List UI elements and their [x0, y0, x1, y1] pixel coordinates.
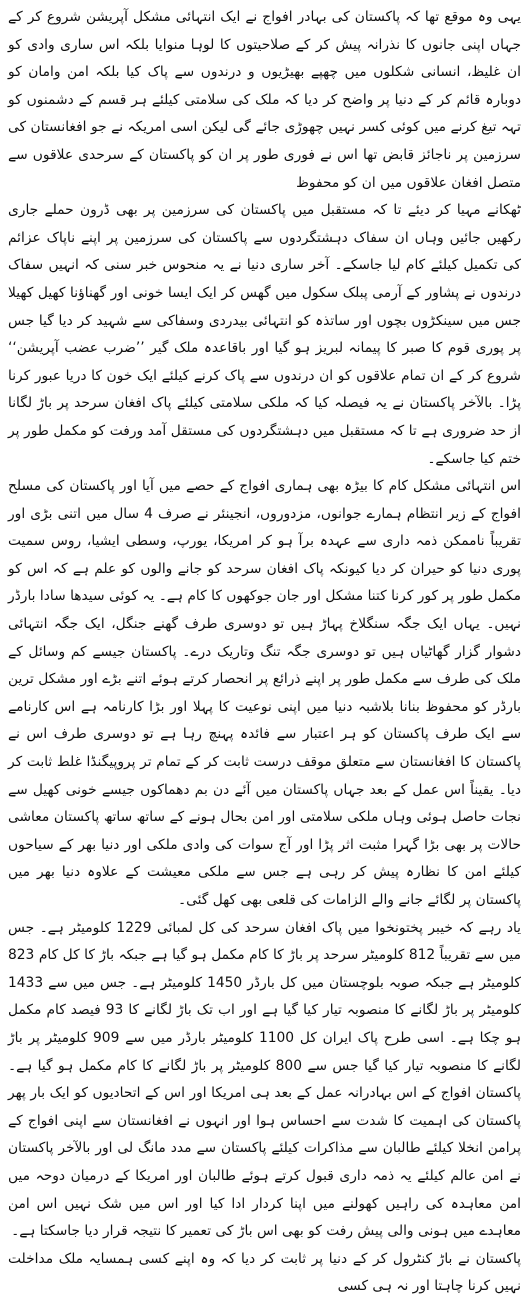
paragraph-1: یہی وہ موقع تھا کہ پاکستان کی بہادر افواج نے ایک انتہائی مشکل آپریشن شروع کر کے جہاں اپنی جانوں کا نذرانہ پیش کر کے صلاحیتوں کا لوہا منوایا بلکہ اس ساری وادی کو ان غلیظ، انسانی شکلوں میں چھپے بھیڑیوں و درندوں سے پاک کیا بلکہ امن وامان کو دوبارہ قائم کر کے دنیا پر واضح کر دیا کہ ملک کی سلامتی کیلئے ہر قسم کے دشمنوں کو تہہ تیغ کرنے میں کوئی کسر نہیں چھوڑی جائے گی لیکن اسی امریکہ نے جو افغانستان کی سرزمین پر ناجائز قابض تھا اس نے فوری طور پر ان کو پاکستان کے سرحدی علاقوں سے متصل افغان علاقوں میں ان کو محفوظ: [8, 9, 521, 191]
paragraph-2: ٹھکانے مہیا کر دیئے تا کہ مستقبل میں پاکستان کی سرزمین پر بھی ڈرون حملے جاری رکھیں جائیں وہاں ان سفاک دہشتگردوں سے پاکستان کی سرزمین پر اپنے ناپاک عزائم کی تکمیل کیلئے کام لیا جاسکے۔ آخر ساری دنیا نے یہ منحوس خبر سنی کہ انہیں سفاک درندوں نے پشاور کے آرمی پبلک سکول میں گھس کر ایک ایسا خونی اور گھناؤنا کھیل کھیلا جس میں سینکڑوں بچوں اور ساتذہ کو انتہائی بیدردی وسفاکی سے شہید کر دیا گیا جس پر پوری قوم کا صبر کا پیمانہ لبریز ہو گیا اور باقاعدہ ملک گیر ’’ضرب عضب آپریشن‘‘ شروع کر کے ان تمام علاقوں کو ان درندوں سے پاک کرنے کیلئے ایک خون کا دریا عبور کرنا پڑا۔ بالآخر پاکستان نے یہ فیصلہ کیا کہ ملکی سلامتی کیلئے پاک افغان سرحد پر باڑ لگانا از حد ضروری ہے تا کہ مستقبل میں دہشتگردوں کی مستقل آمد ورفت کو مکمل طور پر ختم کیا جاسکے۔: [8, 202, 521, 467]
paragraph-4: یاد رہے کہ خیبر پختونخوا میں پاک افغان سرحد کی کل لمبائی 1229 کلومیٹر ہے۔ جس میں سے تقریباً 812 کلومیٹر سرحد پر باڑ کا کام مکمل ہو گیا ہے جبکہ باڑ کا کل کام 823 کلومیٹر ہے جبکہ صوبہ بلوچستان میں کل بارڈر 1450 کلومیٹر ہے۔ جس میں سے 1433 کلومیٹر پر باڑ لگانے کا منصوبہ تیار کیا گیا ہے اور اب تک باڑ لگانے کا 93 فیصد کام مکمل ہو چکا ہے۔ اسی طرح پاک ایران کل 1100 کلومیٹر بارڈر میں سے 909 کلومیٹر پر باڑ لگانے کا منصوبہ تیار کیا گیا جس سے 800 کلومیٹر پر باڑ لگانے کا کام مکمل ہو گیا ہے۔ پاکستان افواج کے اس بہادرانہ عمل کے بعد ہی امریکا اور اس کے اتحادیوں کو ایک بار پھر پاکستان کی اہمیت کا شدت سے احساس ہوا اور انہوں نے افغانستان سے اپنی افواج کے پرامن انخلا کیلئے طالبان سے مذاکرات کیلئے پاکستان سے مدد مانگ لی اور بالآخر پاکستان نے امن عالم کیلئے یہ ذمہ داری قبول کرتے ہوئے طالبان اور امریکا کے درمیان دوحہ میں امن معاہدہ کی راہیں کھولنے میں اپنا کردار ادا کیا اور اس میں شک نہیں اس امن معاہدے میں ہونی والی پیش رفت کو بھی اس باڑ کی تعمیر کا نتیجہ قرار دیا جاسکتا ہے۔: [8, 919, 522, 1240]
paragraph-3: اس انتہائی مشکل کام کا بیڑہ بھی ہماری افواج کے حصے میں آیا اور پاکستان کی مسلح افواج کے زیر انتظام ہمارے جوانوں، مزدوروں، انجینئر نے صرف 4 سال میں اتنی بڑی اور تقریباً ناممکن ذمہ داری سے عہدہ برآ ہو کر امریکا، یورپ، وسطی ایشیا، روس سمیت پوری دنیا کو حیران کر دیا کیونکہ پاک افغان سرحد کو جانے والوں کو علم ہے کہ اس کو مکمل طور پر کور کرنا کتنا مشکل اور جان جوکھوں کا کام ہے۔ یہ کوئی سیدھا سادا بارڈر نہیں۔ یہاں ایک جگہ سنگلاخ پہاڑ ہیں تو دوسری طرف گھنے جنگل، ایک جگہ انتہائی دشوار گزار گھاٹیاں ہیں تو دوسری جگہ تنگ وتاریک درے۔ پاکستان جیسے کم وسائل کے ملک کی طرف سے مکمل طور پر اپنے ذرائع پر انحصار کرتے ہوئے اتنے بڑے اور مشکل ترین بارڈر کو محفوظ بنانا بلاشبہ دنیا میں اپنی نوعیت کا پہلا اور بڑا کارنامہ ہے اس کارنامے سے ایک طرف پاکستان کو ہر اعتبار سے فائدہ پہنچ رہا ہے تو دوسری طرف اس نے پاکستان کا افغانستان سے متعلق موقف درست ثابت کر کے تمام تر پروپیگنڈا غلط ثابت کر دیا۔ یقیناً اس عمل کے بعد جہاں پاکستان میں آئے دن بم دھماکوں جیسے خونی کھیل سے نجات حاصل ہوئی وہاں ملکی سلامتی اور امن بحال ہونے کے ساتھ ساتھ پاکستان معاشی حالات پر بھی بڑا گہرا مثبت اثر پڑا اور آج سوات کی وادی ملکی اور دنیا بھر کے سیاحوں کیلئے امن کا نظارہ پیش کر رہی ہے جس سے ملکی معیشت کے علاوہ دنیا بھر میں پاکستان پر لگائے جانے والے الزامات کی قلعی بھی کھل گئی۔: [8, 478, 521, 908]
paragraph-5: پاکستان نے باڑ کنٹرول کر کے دنیا پر ثابت کر دیا کہ وہ اپنے کسی ہمسایہ ملک مداخلت نہیں کرنا چاہتا اور نہ ہی کسی: [8, 1250, 521, 1295]
